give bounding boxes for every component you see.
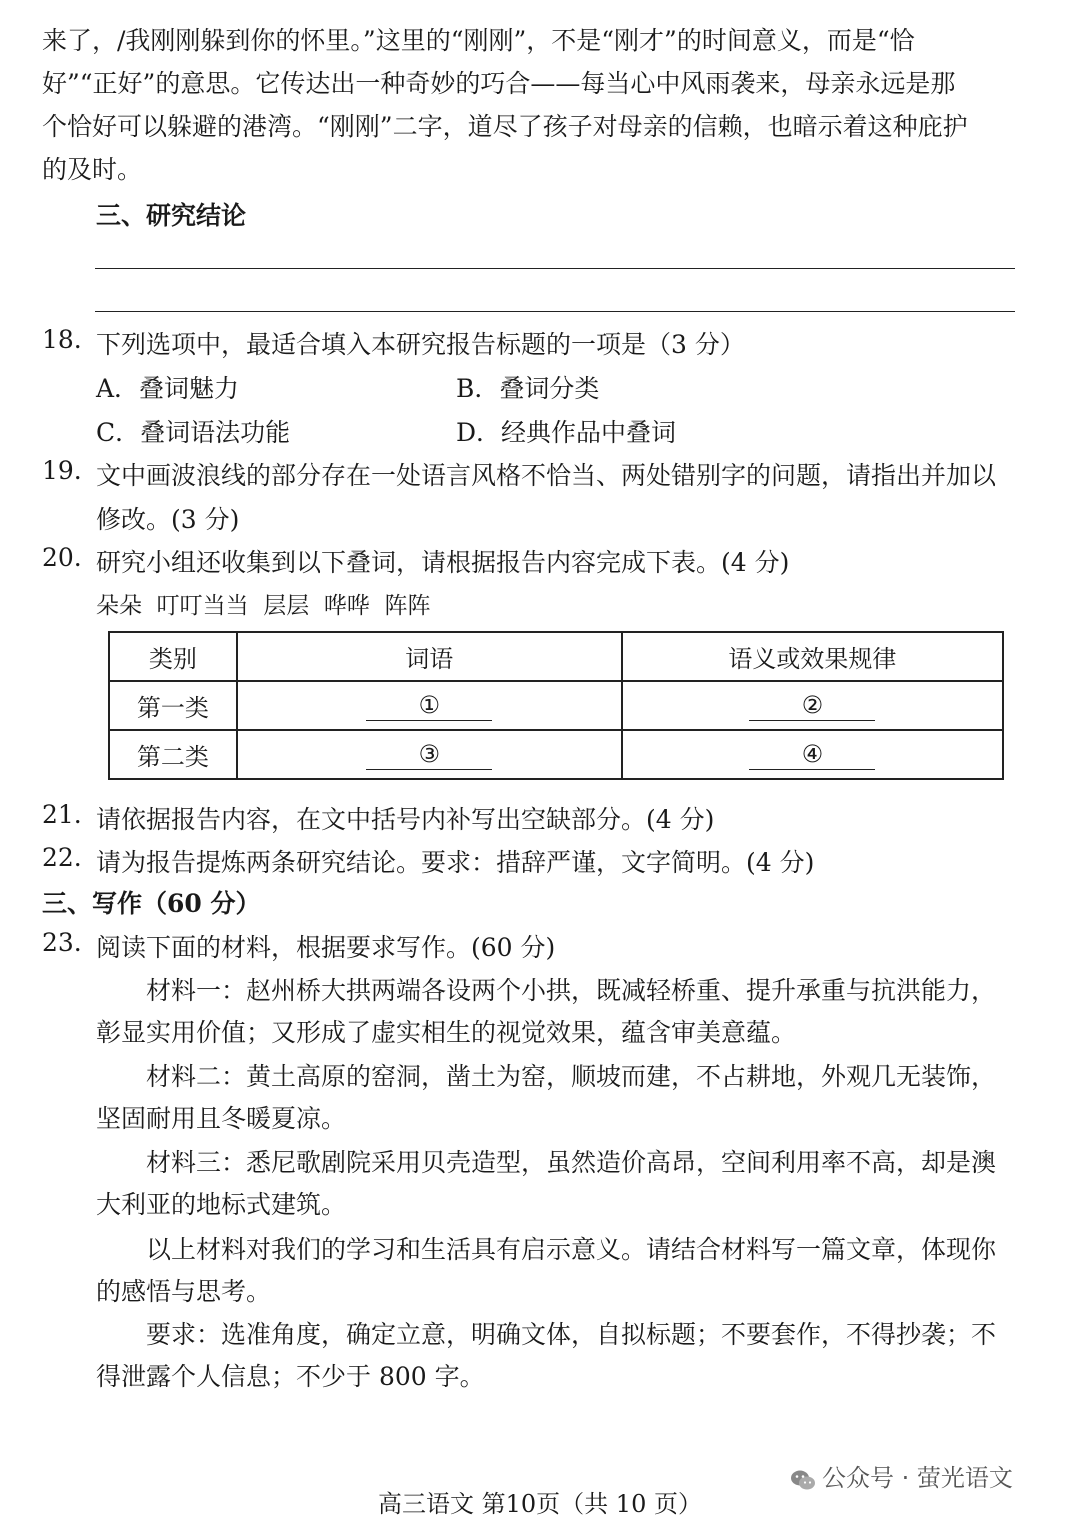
intro-line-1: 来了，/我刚刚躲到你的怀里。”这里的“刚刚”，不是“刚才”的时间意义，而是“恰 (42, 26, 915, 55)
blank-3[interactable]: ③ (366, 739, 492, 770)
blank-1[interactable]: ① (366, 690, 492, 721)
material-3: 材料三：悉尼歌剧院采用贝壳造型，虽然造价高昂，空间利用率不高，却是澳大利亚的地标式建筑。 (96, 1148, 997, 1219)
blank-4[interactable]: ④ (749, 739, 875, 770)
answer-line-1 (95, 268, 1015, 269)
writing-prompt: 以上材料对我们的学习和生活具有启示意义。请结合材料写一篇文章，体现你的感悟与思考。 (96, 1235, 997, 1306)
writing-requirements: 要求：选准角度，确定立意，明确文体，自拟标题；不要套作，不得抄袭；不得泄露个人信息；不少于 800 字。 (96, 1320, 997, 1391)
q18-option-d: D．经典作品中叠词 (456, 418, 677, 447)
table-row (109, 730, 1003, 779)
page-footer: 高三语文 第10页（共 10 页） (378, 1490, 702, 1518)
table-row (109, 681, 1003, 730)
material-2: 材料二：黄土高原的窑洞，凿土为窑，顺坡而建，不占耕地，外观几无装饰，坚固耐用且冬暖夏凉。 (96, 1062, 997, 1133)
header-category: 类别 (109, 632, 237, 681)
q18-option-a: A．叠词魅力 (96, 374, 240, 403)
q18-text: 下列选项中，最适合填入本研究报告标题的一项是（3 分） (96, 330, 745, 359)
q21-text: 请依据报告内容，在文中括号内补写出空缺部分。(4 分) (96, 805, 715, 834)
q22-number: 22. (42, 843, 82, 872)
intro-line-2: 好”“正好”的意思。它传达出一种奇妙的巧合——每当心中风雨袭来，母亲永远是那 (42, 69, 956, 98)
q18-option-c: C．叠词语法功能 (96, 418, 291, 447)
words-blank-cell (237, 681, 622, 730)
q19-text-line-1: 文中画波浪线的部分存在一处语言风格不恰当、两处错别字的问题，请指出并加以 (96, 461, 997, 490)
q18-option-b: B．叠词分类 (456, 374, 600, 403)
q23-text: 阅读下面的材料，根据要求写作。(60 分) (96, 933, 556, 962)
q20-number: 20. (42, 543, 82, 572)
q20-word-list: 朵朵 叮叮当当 层层 哗哗 阵阵 (96, 593, 431, 619)
blank-2[interactable]: ② (749, 690, 875, 721)
q22-text: 请为报告提炼两条研究结论。要求：措辞严谨，文字简明。(4 分) (96, 848, 815, 877)
q19-text-line-2: 修改。(3 分) (96, 505, 240, 534)
q21-number: 21. (42, 800, 82, 829)
section-writing-heading: 三、写作（60 分） (42, 889, 261, 918)
q20-text: 研究小组还收集到以下叠词，请根据报告内容完成下表。(4 分) (96, 548, 790, 577)
rule-blank-cell (622, 730, 1003, 779)
intro-line-3: 个恰好可以躲避的港湾。“刚刚”二字，道尽了孩子对母亲的信赖，也暗示着这种庇护 (42, 112, 968, 141)
words-blank-cell (237, 730, 622, 779)
watermark-text: 公众号 · 萤光语文 (822, 1464, 1013, 1492)
material-1: 材料一：赵州桥大拱两端各设两个小拱，既减轻桥重、提升承重与抗洪能力，彰显实用价值；又形成了虚实相生的视觉效果，蕴含审美意蕴。 (96, 976, 997, 1047)
row-category: 第一类 (109, 681, 237, 730)
intro-line-4: 的及时。 (42, 155, 143, 184)
rule-blank-cell (622, 681, 1003, 730)
table-header-row (109, 632, 1003, 681)
answer-table (108, 631, 1004, 780)
header-words: 词语 (237, 632, 622, 681)
q23-number: 23. (42, 928, 82, 957)
section-conclusion-heading: 三、研究结论 (96, 201, 247, 230)
q19-number: 19. (42, 456, 82, 485)
row-category: 第二类 (109, 730, 237, 779)
answer-line-2 (95, 311, 1015, 312)
q18-number: 18. (42, 325, 82, 354)
header-rule: 语义或效果规律 (622, 632, 1003, 681)
